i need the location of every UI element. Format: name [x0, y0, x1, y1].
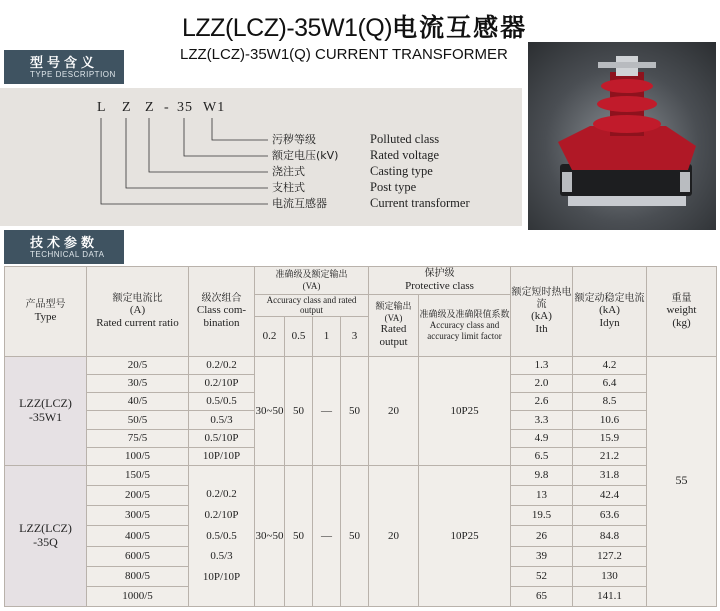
ratio-cell: 20/5	[87, 356, 189, 374]
header-class	[189, 267, 255, 357]
header-row	[5, 267, 717, 295]
model-cell: LZZ(LCZ) -35W1	[5, 356, 87, 465]
page-subtitle: LZZ(LCZ)-35W1(Q) CURRENT TRANSFORMER	[180, 46, 508, 63]
technical-data-table	[4, 266, 717, 607]
desc-en: Rated voltage	[370, 148, 440, 162]
side-bracket-right	[680, 172, 690, 192]
ith-cell: 52	[511, 566, 573, 586]
header-ith-unit: (kA)	[531, 310, 552, 323]
idyn-cell: 63.6	[573, 506, 647, 526]
header-accuracy-en: Accuracy class and rated output	[255, 295, 369, 317]
header-limit	[419, 295, 511, 357]
desc-row-transformer	[272, 195, 470, 211]
class-item: 0.5/3	[210, 550, 233, 563]
desc-en: Casting type	[370, 164, 433, 178]
table-row	[5, 466, 717, 486]
code-pollution: W1	[203, 100, 226, 115]
desc-cn: 浇注式	[272, 165, 305, 178]
header-ith	[511, 267, 573, 357]
ratio-cell: 40/5	[87, 393, 189, 411]
idyn-cell: 4.2	[573, 356, 647, 374]
header-weight-unit: (kg)	[672, 317, 691, 330]
idyn-cell: 42.4	[573, 486, 647, 506]
ith-cell: 4.9	[511, 429, 573, 447]
idyn-cell: 84.8	[573, 526, 647, 546]
desc-en: Post type	[370, 180, 417, 194]
idyn-cell: 127.2	[573, 546, 647, 566]
header-type	[5, 267, 87, 357]
header-idyn-unit: (kA)	[599, 304, 620, 317]
code-letter-z2: Z	[145, 100, 155, 115]
table-row	[5, 356, 717, 374]
header-acc-1: 1	[313, 316, 341, 356]
header-weight-en: weight	[666, 304, 697, 317]
rated-output-cell: 20	[369, 356, 419, 465]
header-rated-output	[369, 295, 419, 357]
acc-3-cell: 50	[341, 356, 369, 465]
desc-row-casting	[272, 163, 433, 179]
desc-row-pollution	[272, 131, 439, 147]
header-acc-0-5: 0.5	[285, 316, 313, 356]
header-ratio	[87, 267, 189, 357]
technical-data-tab	[4, 230, 124, 264]
header-accuracy-unit: (VA)	[302, 280, 321, 291]
class-item: 0.2/0.2	[206, 487, 237, 500]
header-ith-cn: 额定短时热电流	[511, 287, 572, 310]
terminal-bar	[598, 62, 656, 68]
header-idyn-en: Idyn	[599, 317, 620, 330]
header-protective-cn: 保护级	[424, 268, 455, 280]
limit-cell: 10P25	[419, 466, 511, 607]
idyn-cell: 8.5	[573, 393, 647, 411]
idyn-cell: 21.2	[573, 447, 647, 465]
rated-output-cell: 20	[369, 466, 419, 607]
class-cell: 0.5/0.5	[189, 393, 255, 411]
title-model: LZZ(LCZ)-35W1(Q)	[182, 14, 393, 42]
ith-cell: 2.0	[511, 374, 573, 392]
page-title	[182, 8, 527, 44]
transformer-illustration	[528, 42, 716, 230]
insulator-shed-2	[597, 96, 657, 112]
idyn-cell: 15.9	[573, 429, 647, 447]
ith-cell: 2.6	[511, 393, 573, 411]
desc-en: Current transformer	[370, 196, 470, 210]
class-item: 0.5/0.5	[206, 529, 237, 542]
idyn-cell: 10.6	[573, 411, 647, 429]
header-accuracy	[255, 267, 369, 295]
desc-cn: 电流互感器	[272, 197, 327, 210]
ith-cell: 65	[511, 586, 573, 606]
type-tab-cn: 型号含义	[30, 56, 99, 71]
type-description-tab	[4, 50, 124, 84]
header-weight	[647, 267, 717, 357]
acc-1-cell: —	[313, 466, 341, 607]
ratio-cell: 100/5	[87, 447, 189, 465]
tech-tab-en: TECHNICAL DATA	[30, 250, 105, 259]
idyn-cell: 141.1	[573, 586, 647, 606]
limit-cell: 10P25	[419, 356, 511, 465]
class-cell: 0.5/10P	[189, 429, 255, 447]
header-ratio-en: Rated current ratio	[96, 317, 179, 330]
ith-cell: 3.3	[511, 411, 573, 429]
class-item: 10P/10P	[202, 571, 241, 584]
class-cell: 0.5/3	[189, 411, 255, 429]
ratio-cell: 50/5	[87, 411, 189, 429]
header-idyn	[573, 267, 647, 357]
title-chinese: 电流互感器	[392, 13, 528, 42]
desc-cn: 额定电压(kV)	[272, 149, 339, 162]
header-limit-en: Accuracy class and accuracy limit factor	[427, 320, 502, 341]
ratio-cell: 800/5	[87, 566, 189, 586]
ratio-cell: 30/5	[87, 374, 189, 392]
header-ratio-cn: 额定电流比	[112, 292, 163, 304]
acc-0-5-cell: 50	[285, 356, 313, 465]
header-protective	[369, 267, 511, 295]
desc-cn: 污秽等级	[272, 133, 316, 146]
ratio-cell: 200/5	[87, 486, 189, 506]
idyn-cell: 130	[573, 566, 647, 586]
header-type-cn: 产品型号	[25, 299, 66, 311]
type-tab-en: TYPE DESCRIPTION	[30, 70, 116, 79]
acc-0-2-cell: 30~50	[255, 466, 285, 607]
acc-0-2-cell: 30~50	[255, 356, 285, 465]
ratio-cell: 300/5	[87, 506, 189, 526]
insulator-shed-3	[593, 115, 661, 133]
ratio-cell: 600/5	[87, 546, 189, 566]
header-idyn-cn: 额定动稳定电流	[574, 292, 645, 304]
ratio-cell: 400/5	[87, 526, 189, 546]
header-rated-output-unit: (VA)	[384, 312, 403, 323]
weight-cell: 55	[647, 356, 717, 606]
ratio-cell: 1000/5	[87, 586, 189, 606]
class-combination-cell	[189, 466, 255, 607]
header-acc-0-2: 0.2	[255, 316, 285, 356]
header-rated-output-en: Rated output	[379, 323, 408, 348]
model-cell: LZZ(LCZ) -35Q	[5, 466, 87, 607]
header-type-en: Type	[34, 310, 57, 323]
ith-cell: 26	[511, 526, 573, 546]
header-class-cn: 级次组合	[201, 292, 242, 304]
ith-cell: 9.8	[511, 466, 573, 486]
class-cell: 0.2/0.2	[189, 356, 255, 374]
ith-cell: 39	[511, 546, 573, 566]
ith-cell: 6.5	[511, 447, 573, 465]
acc-1-cell: —	[313, 356, 341, 465]
header-protective-en: Protective class	[405, 279, 474, 292]
desc-cn: 支柱式	[272, 181, 305, 194]
header-weight-cn: 重量	[671, 292, 692, 304]
code-letter-l: L	[97, 100, 107, 115]
acc-0-5-cell: 50	[285, 466, 313, 607]
product-photo	[528, 42, 716, 230]
class-cell: 10P/10P	[189, 447, 255, 465]
header-accuracy-cn: 准确级及额定输出	[275, 270, 348, 281]
code-dash: -	[164, 100, 170, 115]
desc-en: Polluted class	[370, 132, 440, 146]
desc-row-voltage	[272, 147, 439, 163]
class-cell: 0.2/10P	[189, 374, 255, 392]
ith-cell: 19.5	[511, 506, 573, 526]
idyn-cell: 31.8	[573, 466, 647, 486]
header-ith-en: Ith	[535, 322, 548, 335]
side-bracket-left	[562, 172, 572, 192]
code-voltage: 35	[177, 100, 193, 115]
ratio-cell: 75/5	[87, 429, 189, 447]
ith-cell: 13	[511, 486, 573, 506]
insulator-shed-1	[601, 79, 653, 93]
header-ratio-unit: (A)	[129, 304, 146, 317]
header-limit-cn: 准确级及准确限值系数	[419, 309, 510, 320]
tech-tab-cn: 技术参数	[30, 236, 99, 251]
code-letter-z1: Z	[122, 100, 132, 115]
idyn-cell: 6.4	[573, 374, 647, 392]
ith-cell: 1.3	[511, 356, 573, 374]
header-class-en: Class com-bination	[196, 304, 247, 330]
header-rated-output-cn: 额定输出	[375, 302, 412, 313]
class-item: 0.2/10P	[204, 508, 239, 521]
header-acc-3: 3	[341, 316, 369, 356]
ratio-cell: 150/5	[87, 466, 189, 486]
desc-row-post	[272, 179, 416, 195]
acc-3-cell: 50	[341, 466, 369, 607]
